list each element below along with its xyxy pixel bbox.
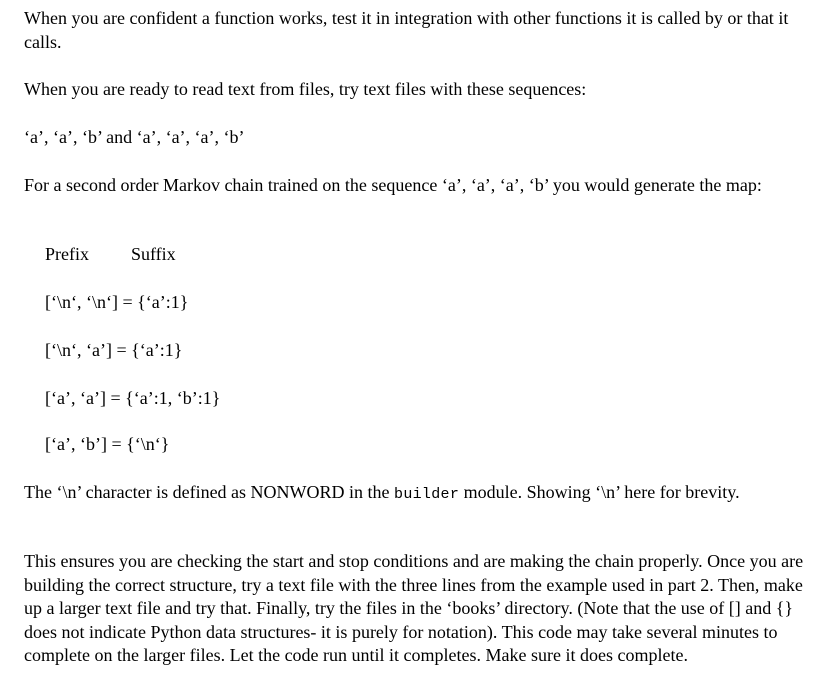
map-table-header — [45, 242, 176, 266]
paragraph-integration-testing: When you are confident a function works, test it in integration with other functions it is called by or that it calls. — [24, 8, 789, 52]
map-row: [‘a’, ‘a’] = {‘a’:1, ‘b’:1} — [45, 388, 221, 408]
nonword-text-after: module. Showing ‘\n’ here for brevity. — [459, 482, 740, 502]
paragraph-instructions: This ensures you are checking the start and stop conditions and are making the chain properly. Once you are building the correct structure, try a text file with the three lines from the example used in part 2. Then, make up a larger text file and try that. Finally, try the files in the ‘books’ directory. (Note that the use of [] and {} does not indicate Python data structures- it is purely for notation). This code may take several minutes to complete on the larger files. Let the code run until it completes. Make sure it does complete. — [24, 551, 804, 665]
header-prefix: Prefix — [45, 244, 89, 264]
paragraph-nonword-note — [24, 480, 814, 507]
nonword-text-before: The ‘\n’ character is defined as NONWORD in the — [24, 482, 395, 502]
map-row: [‘\n‘, ‘a’] = {‘a’:1} — [45, 340, 183, 360]
paragraph-markov-chain: For a second order Markov chain trained on the sequence ‘a’, ‘a’, ‘a’, ‘b’ you would generate the map: — [24, 175, 762, 195]
builder-module-code: builder — [394, 486, 460, 503]
paragraph-reading-files: When you are ready to read text from files, try text files with these sequences: — [24, 79, 587, 99]
map-row: [‘\n‘, ‘\n‘] = {‘a’:1} — [45, 292, 189, 312]
header-suffix: Suffix — [131, 244, 176, 264]
map-row: [‘a’, ‘b’] = {‘\n‘} — [45, 434, 170, 454]
sequences-line: ‘a’, ‘a’, ‘b’ and ‘a’, ‘a’, ‘a’, ‘b’ — [24, 127, 245, 147]
